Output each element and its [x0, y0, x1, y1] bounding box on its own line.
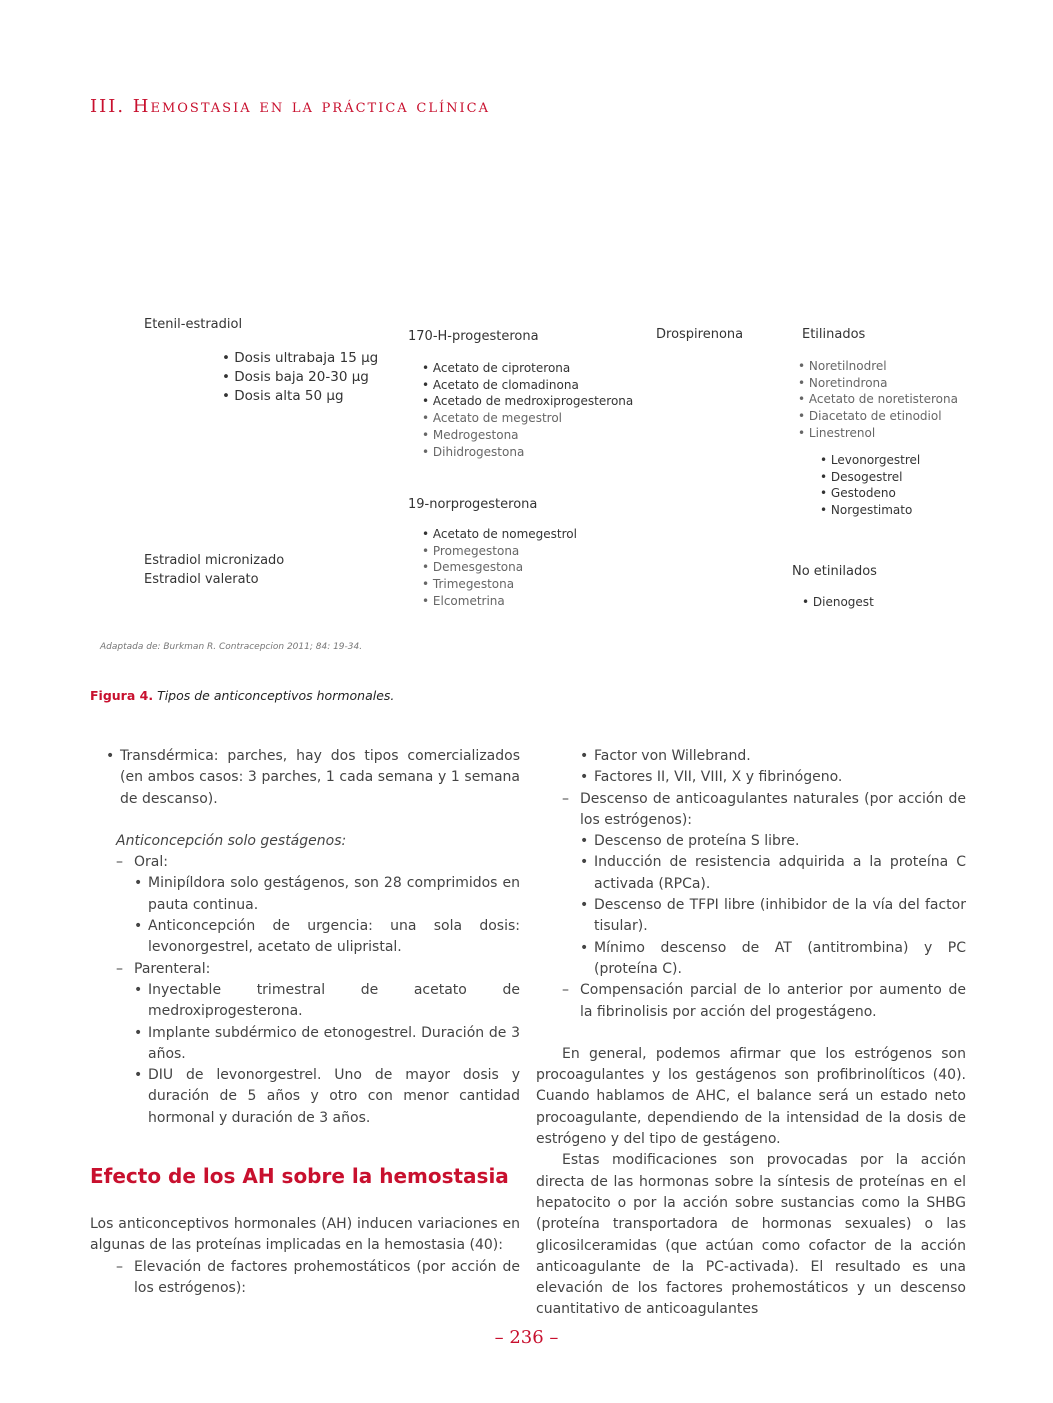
list-item: • Elcometrina [422, 593, 577, 610]
bullet-paragraph: • Inyectable trimestral de acetato de medroxiprogesterona. [90, 980, 520, 1023]
section-heading: Efecto de los AH sobre la hemostasia [90, 1164, 509, 1188]
estradiol-line: Estradiol micronizado [144, 553, 285, 568]
etenil-title: Etenil-estradiol [144, 317, 243, 332]
dash-item: – Compensación parcial de lo anterior por aumento de la fibrinolisis por acción del progestágeno. [536, 980, 966, 1023]
list-item: • Medrogestona [422, 427, 633, 444]
paragraph: En general, podemos afirmar que los estrógenos son procoagulantes y los gestágenos son profibrinolíticos (40). Cuando hablamos de AHC, el balance será un estado neto procoagulante, dependiendo de la intensidad de la dosis de estrógeno y del tipo de gestágeno. [536, 1045, 966, 1148]
list-item: • Acetato de ciproterona [422, 360, 633, 377]
dash-item: – Parenteral: [90, 959, 520, 980]
page-number: – 236 – [494, 1327, 559, 1348]
list-item: • Gestodeno [820, 485, 920, 502]
bullet-paragraph: • Descenso de proteína S libre. [536, 831, 966, 852]
list-item: • Promegestona [422, 543, 577, 560]
bullet-paragraph: • Implante subdérmico de etonogestrel. Duración de 3 años. [90, 1023, 520, 1066]
list-item: • Trimegestona [422, 576, 577, 593]
list-item: • Diacetato de etinodiol [798, 408, 958, 425]
bullet-paragraph [536, 746, 966, 767]
p19-title: 19-norprogesterona [408, 497, 538, 512]
bullet-paragraph [536, 767, 966, 788]
dash-item: – Descenso de anticoagulantes naturales (por acción de los estrógenos): [536, 789, 966, 832]
bullet-paragraph: • Descenso de TFPI libre (inhibidor de la vía del factor tisular). [536, 895, 966, 938]
list-item: • Acetato de nomegestrol [422, 526, 577, 543]
bullet-paragraph: • Inducción de resistencia adquirida a la proteína C activada (RPCa). [536, 852, 966, 895]
p17-title: 170-H-progesterona [408, 329, 539, 344]
list-item: • Acetato de clomadinona [422, 377, 633, 394]
left-column [90, 746, 520, 1129]
left-column-lower [90, 1214, 520, 1299]
bullet-paragraph: • Minipíldora solo gestágenos, son 28 comprimidos en pauta continua. [90, 873, 520, 916]
etenil-list [222, 349, 378, 406]
caption-label: Figura 4. [90, 688, 154, 703]
etinilados-title: Etilinados [802, 327, 866, 342]
list-item: • Norgestimato [820, 502, 920, 519]
list-item: • Dihidrogestona [422, 444, 633, 461]
list-item: • Levonorgestrel [820, 452, 920, 469]
no-etinilados-list [802, 594, 874, 611]
right-column [536, 746, 966, 1321]
figure-source: Adaptada de: Burkman R. Contracepcion 2011; 84: 19-34. [100, 642, 363, 652]
caption-text: Tipos de anticonceptivos hormonales. [157, 688, 395, 703]
list-item: • Acetato de noretisterona [798, 391, 958, 408]
list-item: • Dosis baja 20-30 µg [222, 368, 378, 387]
dash-item: – Oral: [90, 852, 520, 873]
list-item: • Dienogest [802, 594, 874, 611]
paragraph: Estas modificaciones son provocadas por la acción directa de las hormonas sobre la síntesis de proteínas en el hepatocito o por la acción sobre sustancias como la SHBG (proteína transportadora de hormonas sexuales) o las glicosilceramidas (que actúan como cofactor de la acción anticoagulante de la PC-activada). El resultado es una elevación de los factores prohemostáticos y un descenso cuantitativo de anticoagulantes [536, 1152, 966, 1318]
bullet-text: Factor von Willebrand. [594, 748, 751, 764]
figure-caption [90, 688, 394, 703]
section-header: III. Hemostasia en la práctica clínica [90, 96, 490, 117]
estradiol-block [144, 551, 284, 589]
dash-item: – Elevación de factores prohemostáticos (por acción de los estrógenos): [90, 1257, 520, 1300]
list-item: • Acetato de megestrol [422, 410, 633, 427]
paragraph: Los anticonceptivos hormonales (AH) inducen variaciones en algunas de las proteínas implicadas en la hemostasia (40): [90, 1216, 520, 1254]
drospirenona: Drospirenona [656, 327, 744, 342]
list-item: • Dosis ultrabaja 15 µg [222, 349, 378, 368]
estradiol-line: Estradiol valerato [144, 572, 259, 587]
list-item: • Desogestrel [820, 469, 920, 486]
list-item: • Linestrenol [798, 425, 958, 442]
etinilados-list [798, 358, 958, 442]
bullet-paragraph: • DIU de levonorgestrel. Uno de mayor dosis y duración de 5 años y otro con menor cantidad hormonal y duración de 3 años. [90, 1065, 520, 1129]
list-item: • Acetado de medroxiprogesterona [422, 393, 633, 410]
bullet-paragraph: • Mínimo descenso de AT (antitrombina) y PC (proteína C). [536, 938, 966, 981]
bullet-paragraph: • Transdérmica: parches, hay dos tipos comercializados (en ambos casos: 3 parches, 1 cada semana y 1 semana de descanso). [90, 746, 520, 810]
no-etinilados-title: No etinilados [792, 564, 877, 579]
p19-list [422, 526, 577, 610]
list-item: • Noretilnodrel [798, 358, 958, 375]
section-subtitle: Anticoncepción solo gestágenos: [116, 832, 347, 849]
p17-list [422, 360, 633, 460]
list-item: • Dosis alta 50 µg [222, 387, 378, 406]
bullet-paragraph: • Anticoncepción de urgencia: una sola dosis: levonorgestrel, acetato de ulipristal. [90, 916, 520, 959]
bullet-text: Factores II, VII, VIII, X y fibrinógeno. [594, 769, 843, 786]
list-item: • Demesgestona [422, 559, 577, 576]
list-item: • Noretindrona [798, 375, 958, 392]
etinilados-list-2 [820, 452, 920, 519]
